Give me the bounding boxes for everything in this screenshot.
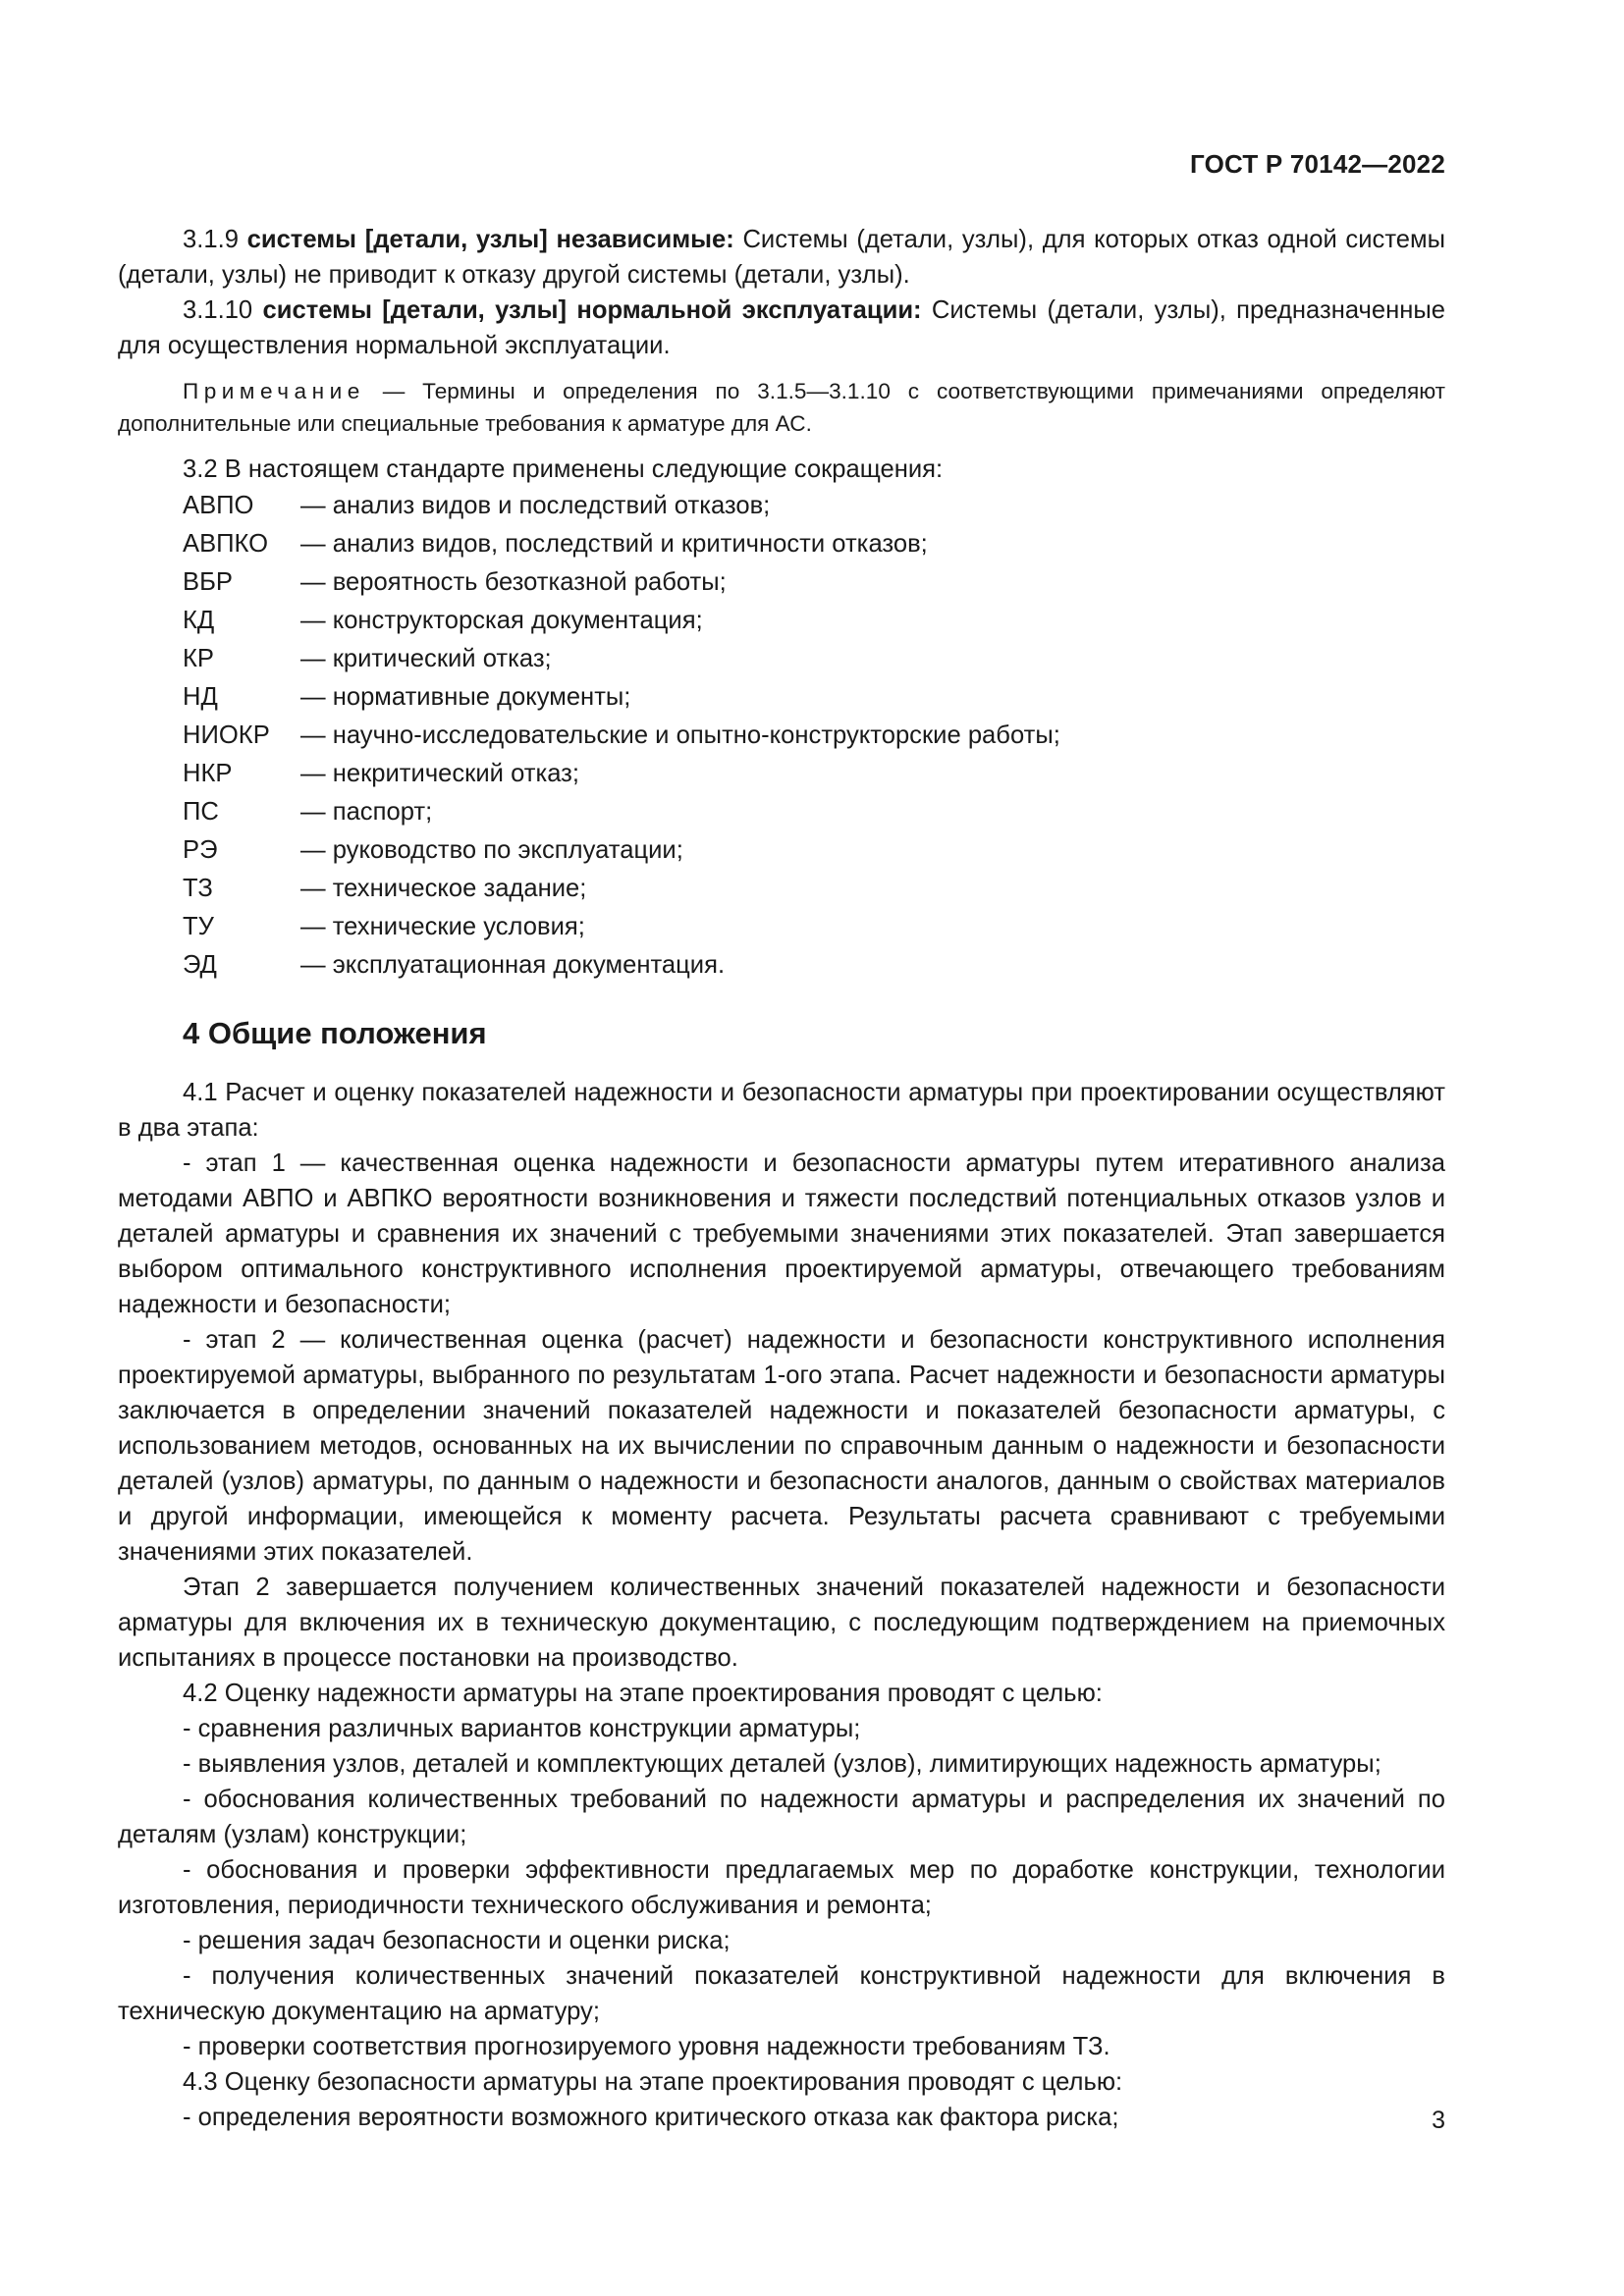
note-text: — Термины и определения по 3.1.5—3.1.10 с соответствующими примечаниями определяют дополнительные или специальные требования к арматуре для АС. xyxy=(118,379,1445,436)
abbreviation-desc: — нормативные документы; xyxy=(300,683,631,711)
term: системы [детали, узлы] нормальной эксплуатации: xyxy=(262,296,922,324)
abbreviation-row xyxy=(183,908,1445,946)
abbreviation-code: РЭ xyxy=(183,836,218,864)
paragraph: - этап 1 — качественная оценка надежности и безопасности арматуры путем итеративного анализа методами АВПО и АВПКО вероятности возникновения и тяжести последствий потенциальных отказов узлов и деталей арматуры и сравнения их значений с требуемыми значениями этих показателей. Этап завершается выбором оптимального конструктивного исполнения проектируемой арматуры, отвечающего требованиям надежности и безопасности; xyxy=(118,1149,1445,1318)
paragraph: - сравнения различных вариантов конструкции арматуры; xyxy=(183,1715,861,1742)
abbreviation-code: КД xyxy=(183,607,215,634)
abbreviation-code: АВПО xyxy=(183,492,254,519)
section-heading: 4 Общие положения xyxy=(183,1016,487,1050)
abbreviation-desc: — критический отказ; xyxy=(300,645,552,672)
abbreviation-code: ВБР xyxy=(183,568,233,596)
abbreviation-desc: — конструкторская документация; xyxy=(300,607,703,634)
definition-text: Системы (детали, узлы), предназначенные для осуществления нормальной эксплуатации. xyxy=(118,296,1445,359)
paragraph: - определения вероятности возможного критического отказа как фактора риска; xyxy=(183,2104,1119,2131)
paragraph: - проверки соответствия прогнозируемого уровня надежности требованиям ТЗ. xyxy=(183,2033,1110,2060)
definition-3-1-9: 3.1.9 системы [детали, узлы] независимые: Системы (детали, узлы), для которых отказ одной системы (детали, узлы) не приводит к отказу другой системы (детали, узлы). xyxy=(118,226,1445,289)
abbreviation-row xyxy=(183,831,1445,870)
paragraph: - выявления узлов, деталей и комплектующих деталей (узлов), лимитирующих надежность арматуры; xyxy=(183,1750,1381,1778)
abbreviation-code: ТУ xyxy=(183,913,214,940)
paragraph: - обоснования количественных требований по надежности арматуры и распределения их значений по деталям (узлам) конструкции; xyxy=(118,1786,1445,1848)
paragraph: - получения количественных значений показателей конструктивной надежности для включения в техническую документацию на арматуру; xyxy=(118,1962,1445,2025)
abbreviation-code: ПС xyxy=(183,798,219,826)
page-number: 3 xyxy=(1432,2107,1445,2134)
standard-code: ГОСТ Р 70142—2022 xyxy=(1190,149,1445,179)
abbreviation-row xyxy=(183,870,1445,908)
abbreviation-list xyxy=(183,487,1445,985)
definition-text: Системы (детали, узлы), для которых отказ одной системы (детали, узлы) не приводит к отказу другой системы (детали, узлы). xyxy=(118,226,1445,289)
abbreviation-desc: — анализ видов и последствий отказов; xyxy=(300,492,771,519)
abbreviation-desc: — паспорт; xyxy=(300,798,433,826)
abbreviation-code: АВПКО xyxy=(183,530,269,558)
definition-3-1-10: 3.1.10 системы [детали, узлы] нормальной эксплуатации: Системы (детали, узлы), предназначенные для осуществления нормальной эксплуатации. xyxy=(118,296,1445,359)
abbreviation-code: НД xyxy=(183,683,218,711)
abbreviation-code: КР xyxy=(183,645,214,672)
paragraph: 4.3 Оценку безопасности арматуры на этапе проектирования проводят с целью: xyxy=(183,2068,1123,2096)
abbreviation-code: НКР xyxy=(183,760,233,787)
abbreviation-desc: — некритический отказ; xyxy=(300,760,580,787)
abbreviation-row xyxy=(183,602,1445,640)
page-content xyxy=(118,222,1445,2135)
abbreviation-code: ТЗ xyxy=(183,875,213,902)
paragraph: Этап 2 завершается получением количественных значений показателей надежности и безопасности арматуры для включения их в техническую документацию, с последующим подтверждением на приемочных испытаниях в процессе постановки на производство. xyxy=(118,1574,1445,1672)
term: системы [детали, узлы] независимые: xyxy=(246,226,734,253)
abbreviation-row xyxy=(183,563,1445,602)
abbreviation-row xyxy=(183,487,1445,525)
paragraph: - решения задач безопасности и оценки риска; xyxy=(183,1927,731,1954)
note-label: Примечание xyxy=(183,379,365,403)
abbreviation-desc: — техническое задание; xyxy=(300,875,587,902)
abbreviation-desc: — научно-исследовательские и опытно-конструкторские работы; xyxy=(300,721,1060,749)
abbreviation-desc: — эксплуатационная документация. xyxy=(300,951,726,979)
abbreviation-desc: — вероятность безотказной работы; xyxy=(300,568,727,596)
abbreviation-row xyxy=(183,525,1445,563)
abbreviation-row xyxy=(183,717,1445,755)
abbreviation-desc: — руководство по эксплуатации; xyxy=(300,836,683,864)
abbreviation-row xyxy=(183,793,1445,831)
abbreviation-row xyxy=(183,946,1445,985)
abbreviation-desc: — анализ видов, последствий и критичности отказов; xyxy=(300,530,928,558)
abbreviation-row xyxy=(183,678,1445,717)
abbreviation-desc: — технические условия; xyxy=(300,913,585,940)
paragraph: 4.1 Расчет и оценку показателей надежности и безопасности арматуры при проектировании осуществляют в два этапа: xyxy=(118,1079,1445,1142)
abbreviations-intro: 3.2 В настоящем стандарте применены следующие сокращения: xyxy=(183,455,944,483)
paragraph: - этап 2 — количественная оценка (расчет) надежности и безопасности конструктивного исполнения проектируемой арматуры, выбранного по результатам 1-ого этапа. Расчет надежности и безопасности арматуры заключается в определении значений показателей надежности и показателей безопасности арматуры, с использованием методов, основанных на их вычислении по справочным данным о надежности и безопасности деталей (узлов) арматуры, по данным о надежности и безопасности аналогов, данным о свойствах материалов и другой информации, имеющейся к моменту расчета. Результаты расчета сравнивают с требуемыми значениями этих показателей. xyxy=(118,1326,1445,1566)
abbreviation-row xyxy=(183,755,1445,793)
abbreviation-code: НИОКР xyxy=(183,721,270,749)
abbreviation-row xyxy=(183,640,1445,678)
note xyxy=(118,375,1445,440)
paragraph: 4.2 Оценку надежности арматуры на этапе проектирования проводят с целью: xyxy=(183,1680,1103,1707)
paragraph: - обоснования и проверки эффективности предлагаемых мер по доработке конструкции, технологии изготовления, периодичности технического обслуживания и ремонта; xyxy=(118,1856,1445,1919)
abbreviation-code: ЭД xyxy=(183,951,217,979)
